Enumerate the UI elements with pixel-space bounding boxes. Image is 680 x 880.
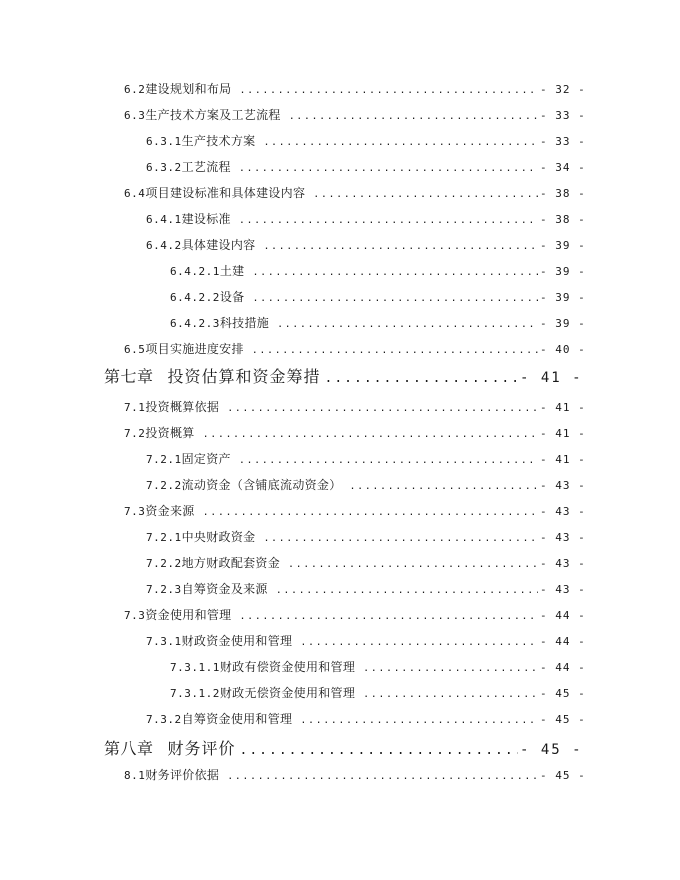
toc-entry-number: 7.3.1.2: [170, 687, 220, 700]
toc-entry[interactable]: [0, 80, 586, 97]
toc-entry-number: 7.2.1: [146, 531, 182, 544]
toc-entry-page-number: - 41 -: [520, 370, 583, 386]
toc-entry-page-number: - 45 -: [540, 713, 586, 726]
toc-entry-number: 7.2.2: [146, 479, 182, 492]
toc-entry[interactable]: [0, 262, 586, 279]
toc-entry[interactable]: [0, 450, 586, 467]
toc-entry-title: 生产技术方案: [181, 134, 256, 148]
toc-entry[interactable]: [0, 502, 586, 519]
toc-entry-title: 财政无偿资金使用和管理: [219, 686, 356, 700]
toc-entry[interactable]: [0, 106, 586, 123]
toc-entry[interactable]: [0, 554, 586, 571]
dot-leader: [363, 689, 538, 700]
toc-entry-page-number: - 41 -: [540, 427, 586, 440]
toc-entry-number: 6.4: [124, 187, 146, 200]
toc-entry[interactable]: [0, 132, 586, 149]
toc-entry[interactable]: [0, 210, 586, 227]
toc-entry-number: 7.3.2: [146, 713, 182, 726]
toc-entry-title: 具体建设内容: [181, 238, 256, 252]
toc-entry-number: 6.2: [124, 83, 146, 96]
toc-entry-page-number: - 43 -: [540, 557, 586, 570]
toc-entry-page-number: - 44 -: [540, 609, 586, 622]
toc-entry[interactable]: [0, 528, 586, 545]
dot-leader: [252, 267, 538, 278]
toc-entry-number: 7.2.2: [146, 557, 182, 570]
toc-entry-title: 自筹资金及来源: [181, 582, 268, 596]
toc-entry-title: 建设标准: [181, 212, 231, 226]
toc-entry[interactable]: [0, 340, 586, 357]
toc-entry-page-number: - 39 -: [540, 291, 586, 304]
dot-leader: [350, 481, 538, 492]
toc-entry-number: 6.3: [124, 109, 146, 122]
toc-entry-page-number: - 43 -: [540, 479, 586, 492]
toc-entry-number: 6.4.2.3: [170, 317, 220, 330]
toc-entry-number: 6.4.2.1: [170, 265, 220, 278]
toc-entry-page-number: - 45 -: [520, 742, 583, 758]
toc-entry-page-number: - 34 -: [540, 161, 586, 174]
toc-entry[interactable]: [0, 314, 586, 331]
dot-leader: [313, 189, 538, 200]
toc-entry-title: 项目建设标准和具体建设内容: [145, 186, 306, 200]
toc-entry[interactable]: [0, 424, 586, 441]
toc-entry-number: 7.2.3: [146, 583, 182, 596]
toc-entry[interactable]: [0, 580, 586, 597]
toc-entry-number: 第七章: [104, 367, 154, 386]
toc-entry[interactable]: [0, 766, 586, 783]
toc-entry[interactable]: [0, 288, 586, 305]
toc-entry-page-number: - 43 -: [540, 583, 586, 596]
toc-entry[interactable]: [0, 476, 586, 493]
toc-entry-number: 7.2.1: [146, 453, 182, 466]
toc-entry-number: 7.1: [124, 401, 146, 414]
toc-entry-page-number: - 40 -: [540, 343, 586, 356]
toc-entry-page-number: - 39 -: [540, 239, 586, 252]
toc-entry-page-number: - 32 -: [540, 83, 586, 96]
dot-leader: [289, 111, 538, 122]
toc-entry[interactable]: [0, 632, 586, 649]
toc-entry[interactable]: [0, 684, 586, 701]
dot-leader: [227, 771, 538, 782]
toc-entry-title: 财务评价依据: [145, 768, 220, 782]
toc-entry-number: 7.3: [124, 505, 146, 518]
dot-leader: [227, 403, 538, 414]
dot-leader: [203, 507, 538, 518]
dot-leader: [300, 715, 538, 726]
dot-leader: [276, 585, 538, 596]
dot-leader: [239, 455, 538, 466]
toc-entry-title: 财务评价: [167, 739, 236, 758]
toc-entry-number: 6.4.2: [146, 239, 182, 252]
dot-leader: [263, 241, 538, 252]
toc-entry-title: 财政有偿资金使用和管理: [219, 660, 356, 674]
toc-entry-title: 土建: [219, 264, 245, 278]
dot-leader: [288, 559, 538, 570]
dot-leader: [239, 163, 538, 174]
toc-entry-page-number: - 38 -: [540, 187, 586, 200]
toc-chapter-entry[interactable]: [0, 364, 583, 387]
toc-entry-title: 流动资金（含铺底流动资金）: [181, 478, 342, 492]
dot-leader: [240, 743, 518, 758]
toc-entry-title: 生产技术方案及工艺流程: [145, 108, 281, 122]
toc-entry[interactable]: [0, 658, 586, 675]
toc-entry-page-number: - 44 -: [540, 661, 586, 674]
toc-entry-number: 6.3.2: [146, 161, 182, 174]
toc-entry-title: 投资概算依据: [145, 400, 220, 414]
dot-leader: [363, 663, 538, 674]
toc-entry-page-number: - 45 -: [540, 687, 586, 700]
toc-entry-page-number: - 43 -: [540, 505, 586, 518]
toc-chapter-entry[interactable]: [0, 736, 583, 759]
toc-entry-title: 设备: [219, 290, 245, 304]
toc-entry-page-number: - 38 -: [540, 213, 586, 226]
toc-entry-page-number: - 39 -: [540, 317, 586, 330]
toc-entry-number: 8.1: [124, 769, 146, 782]
dot-leader: [277, 319, 538, 330]
toc-entry-title: 资金来源: [145, 504, 195, 518]
dot-leader: [252, 345, 538, 356]
toc-entry-title: 中央财政资金: [181, 530, 256, 544]
toc-entry-number: 6.4.2.2: [170, 291, 220, 304]
dot-leader: [263, 137, 538, 148]
dot-leader: [263, 533, 538, 544]
dot-leader: [239, 611, 538, 622]
toc-entry-title: 地方财政配套资金: [181, 556, 281, 570]
toc-entry-number: 7.2: [124, 427, 146, 440]
toc-entry-title: 财政资金使用和管理: [181, 634, 293, 648]
toc-entry-page-number: - 33 -: [540, 135, 586, 148]
toc-entry-page-number: - 41 -: [540, 401, 586, 414]
dot-leader: [300, 637, 538, 648]
toc-entry-page-number: - 44 -: [540, 635, 586, 648]
toc-entry-title: 科技措施: [219, 316, 270, 330]
toc-entry-number: 7.3: [124, 609, 146, 622]
dot-leader: [239, 85, 538, 96]
toc-entry-page-number: - 41 -: [540, 453, 586, 466]
toc-entry-title: 固定资产: [181, 452, 231, 466]
toc-entry-title: 资金使用和管理: [145, 608, 232, 622]
toc-entry[interactable]: [0, 710, 586, 727]
dot-leader: [325, 371, 518, 386]
toc-entry-page-number: - 45 -: [540, 769, 586, 782]
toc-entry-title: 投资估算和资金筹措: [167, 367, 321, 386]
dot-leader: [203, 429, 538, 440]
toc-entry-page-number: - 43 -: [540, 531, 586, 544]
toc-entry-number: 6.5: [124, 343, 146, 356]
toc-entry-page-number: - 39 -: [540, 265, 586, 278]
toc-entry-title: 自筹资金使用和管理: [181, 712, 293, 726]
toc-entry[interactable]: [0, 606, 586, 623]
toc-entry-number: 第八章: [104, 739, 154, 758]
toc-entry-title: 项目实施进度安排: [145, 342, 244, 356]
toc-entry[interactable]: [0, 184, 586, 201]
toc-entry[interactable]: [0, 236, 586, 253]
toc-entry-number: 6.4.1: [146, 213, 182, 226]
toc-entry-page-number: - 33 -: [540, 109, 586, 122]
toc-entry[interactable]: [0, 398, 586, 415]
toc-entry[interactable]: [0, 158, 586, 175]
toc-entry-number: 7.3.1: [146, 635, 182, 648]
dot-leader: [239, 215, 538, 226]
toc-entry-title: 建设规划和布局: [145, 82, 232, 96]
toc-entry-number: 6.3.1: [146, 135, 182, 148]
toc-entry-number: 7.3.1.1: [170, 661, 220, 674]
toc-entry-title: 工艺流程: [181, 160, 231, 174]
toc-entry-title: 投资概算: [145, 426, 195, 440]
dot-leader: [252, 293, 538, 304]
